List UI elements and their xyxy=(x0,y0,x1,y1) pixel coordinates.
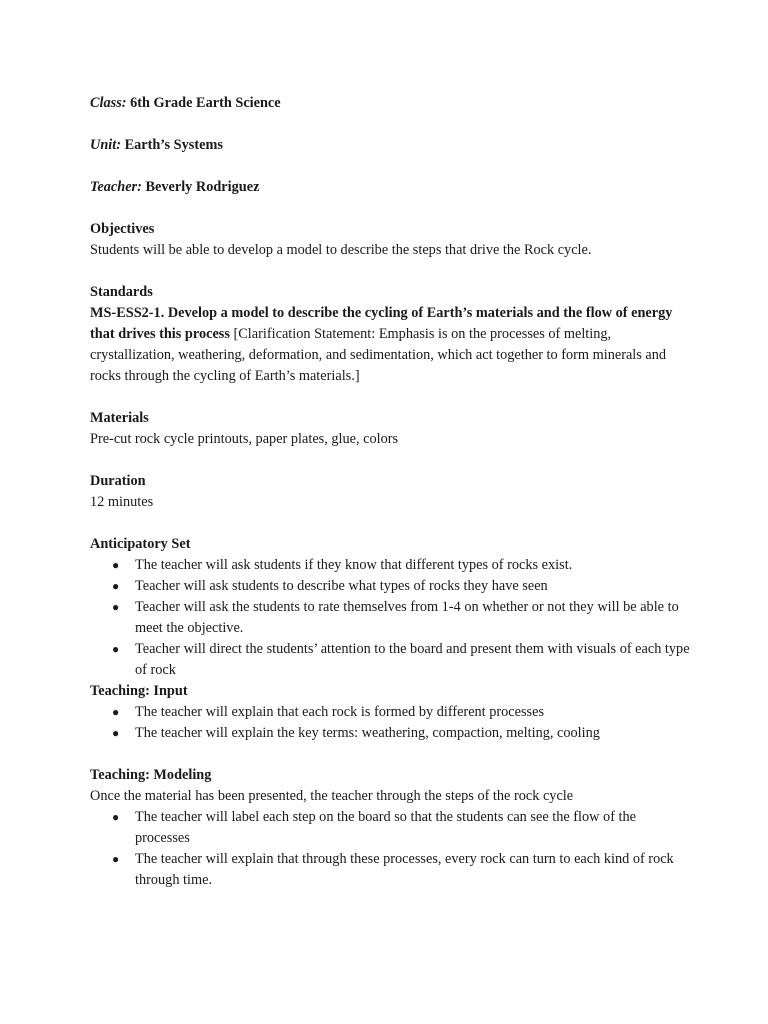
bullet-icon: ● xyxy=(112,852,120,866)
list-item-text: The teacher will explain the key terms: weathering, compaction, melting, cooling xyxy=(135,725,600,741)
list-item-text: The teacher will ask students if they know that different types of rocks exist. xyxy=(135,557,573,573)
unit-line xyxy=(90,135,690,156)
unit-value: Earth’s Systems xyxy=(124,137,223,153)
teaching-modeling-list xyxy=(90,807,690,891)
objectives-text: Students will be able to develop a model to describe the steps that drive the Rock cycle. xyxy=(90,242,592,258)
list-item xyxy=(90,807,690,849)
materials-text: Pre-cut rock cycle printouts, paper plates, glue, colors xyxy=(90,431,399,447)
anticipatory-set-heading: Anticipatory Set xyxy=(90,536,191,552)
teacher-line xyxy=(90,177,690,198)
bullet-icon: ● xyxy=(112,810,120,824)
materials-heading: Materials xyxy=(90,410,149,426)
list-item xyxy=(90,849,690,891)
objectives-heading: Objectives xyxy=(90,221,155,237)
bullet-icon: ● xyxy=(112,579,120,593)
bullet-icon: ● xyxy=(112,642,120,656)
list-item-text: Teacher will ask students to describe what types of rocks they have seen xyxy=(135,578,548,594)
list-item xyxy=(90,555,690,576)
unit-label: Unit: xyxy=(90,137,121,153)
list-item-text: The teacher will explain that through these processes, every rock can turn to each kind of rock through time. xyxy=(135,851,674,888)
duration-text: 12 minutes xyxy=(90,494,154,510)
duration-heading: Duration xyxy=(90,473,146,489)
clarification-statement: [Clarification Statement: Emphasis is on the processes of melting, crystallization, weathering, deformation, and sedimentation, which act together to form minerals and rocks through the cycling of Earth’s materials.] xyxy=(90,326,667,384)
bullet-icon: ● xyxy=(112,726,120,740)
teacher-value: Beverly Rodriguez xyxy=(145,179,260,195)
anticipatory-set-list xyxy=(90,555,690,681)
list-item-text: The teacher will label each step on the board so that the students can see the flow of the processes xyxy=(135,809,637,846)
lesson-plan-document xyxy=(90,93,690,891)
list-item xyxy=(90,639,690,681)
list-item-text: Teacher will ask the students to rate themselves from 1-4 on whether or not they will be able to meet the objective. xyxy=(135,599,679,636)
class-value: 6th Grade Earth Science xyxy=(130,95,281,111)
standards-text xyxy=(90,303,690,387)
teaching-input-list xyxy=(90,702,690,744)
bullet-icon: ● xyxy=(112,558,120,572)
standards-heading: Standards xyxy=(90,284,153,300)
list-item xyxy=(90,597,690,639)
list-item xyxy=(90,576,690,597)
teacher-label: Teacher: xyxy=(90,179,142,195)
teaching-input-heading: Teaching: Input xyxy=(90,683,188,699)
bullet-icon: ● xyxy=(112,705,120,719)
bullet-icon: ● xyxy=(112,600,120,614)
class-line xyxy=(90,93,690,114)
list-item xyxy=(90,702,690,723)
teaching-modeling-heading: Teaching: Modeling xyxy=(90,767,212,783)
list-item xyxy=(90,723,690,744)
teaching-modeling-text: Once the material has been presented, the teacher through the steps of the rock cycle xyxy=(90,788,574,804)
list-item-text: Teacher will direct the students’ attention to the board and present them with visuals of each type of rock xyxy=(135,641,690,678)
list-item-text: The teacher will explain that each rock is formed by different processes xyxy=(135,704,545,720)
class-label: Class: xyxy=(90,95,127,111)
standard-code-statement: MS-ESS2-1. Develop a model to describe the cycling of Earth’s materials and the flow of energy that drives this process xyxy=(90,305,673,342)
